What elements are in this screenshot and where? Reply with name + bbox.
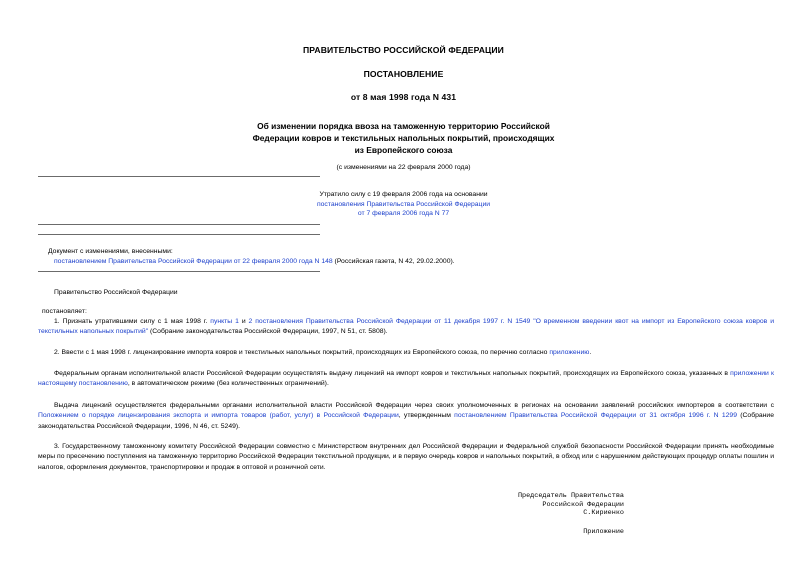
- appendix-label: Приложение: [583, 528, 624, 536]
- signature-name: С.Кириенко: [583, 509, 624, 518]
- link-item-1[interactable]: пункты 1: [210, 318, 239, 325]
- title-line-2: Федерации ковров и текстильных напольных покрытий, происходящих: [252, 133, 555, 143]
- divider: [38, 271, 320, 272]
- paragraph-5: 3. Государственному таможенному комитету Российской Федерации совместно с Министерством внутренних дел Российской Федерации и Федеральной службой безопасности Российской Федерации принять необходимые меры по пресечению поступления на таможенную территорию Российской Федерации текстильной продукции, и в первую очередь ковров и напольных покрытий, в обход или с нарушением действующих процедур оплаты пошлин и налогов, оформления документов, транспортировки и продаж в оптовой и розничной сети.: [38, 443, 774, 471]
- government-heading: ПРАВИТЕЛЬСТВО РОССИЙСКОЙ ФЕДЕРАЦИИ: [303, 45, 504, 55]
- repeal-link-line-1[interactable]: постановления Правительства Российской Федерации: [316, 200, 491, 208]
- title-line-1: Об изменении порядка ввоза на таможенную территорию Российской: [257, 121, 550, 131]
- paragraph-2: 2. Ввести с 1 мая 1998 г. лицензирование импорта ковров и текстильных напольных покрытий, происходящих из Европейского союза, по перечню согласно приложению.: [54, 349, 592, 356]
- changes-tail: (Российская газета, N 42, 29.02.2000).: [332, 258, 455, 265]
- changes-link[interactable]: постановлением Правительства Российской Федерации от 22 февраля 2000 года N 148: [54, 258, 333, 265]
- divider: [38, 224, 320, 225]
- signature-line-1: Председатель Правительства: [517, 492, 624, 500]
- changes-line: [54, 257, 754, 267]
- document-title: [0, 120, 807, 156]
- paragraph-3: Федеральным органам исполнительной власти Российской Федерации осуществлять выдачу лицензий на импорт ковров и текстильных напольных покрытий, происходящих из Европейского союза, указанных в приложении к настоящему постановлению, в автоматическом режиме (без количественных ограничений).: [38, 370, 775, 388]
- signature-block: [518, 492, 624, 518]
- changes-label: Документ с изменениями, внесенными:: [48, 248, 173, 255]
- paragraph-4: Выдача лицензий осуществляется федеральными органами исполнительной власти Российской Федерации через своих уполномоченных в регионах на основании заявлений российских импортеров в соответствии с Положением о порядке лицензирования экспорта и импорта товаров (работ, услуг) в Российской Федерации, утвержденным постановлением Правительства Российской Федерации от 31 октября 1996 г. N 1299 (Собрание законодательства Российской Федерации, 1996, N 46, ст. 5249).: [38, 402, 774, 430]
- link-item-2-decree-1549[interactable]: 2 постановления Правительства Российской Федерации от 11 декабря 1997 г. N 1549 "О временном введении квот на импорт из Европейского союза ковров и текстильных напольных покрытий": [38, 318, 774, 336]
- repeal-link-line-2[interactable]: от 7 февраля 2006 года N 77: [357, 210, 450, 218]
- amendments-note: (с изменениями на 22 февраля 2000 года): [336, 164, 471, 171]
- repeal-note: [0, 190, 807, 219]
- intro-text: Правительство Российской Федерации: [54, 289, 178, 296]
- signature-line-2: Российской Федерации: [542, 500, 624, 509]
- link-licensing-regulation[interactable]: Положением о порядке лицензирования экспорта и импорта товаров (работ, услуг) в Российской Федерации: [38, 412, 399, 420]
- date-number-heading: от 8 мая 1998 года N 431: [350, 92, 457, 102]
- link-appendix-to-resolution[interactable]: приложении к настоящему постановлению: [38, 370, 775, 388]
- link-decree-1299[interactable]: постановлением Правительства Российской Федерации от 31 октября 1996 г. N 1299: [454, 412, 737, 420]
- link-appendix[interactable]: приложению: [549, 349, 590, 356]
- repeal-text: Утратило силу с 19 февраля 2006 года на основании: [319, 191, 488, 198]
- divider: [38, 176, 320, 177]
- decrees-text: постановляет:: [42, 308, 87, 315]
- doc-type-heading: ПОСТАНОВЛЕНИЕ: [363, 69, 444, 79]
- divider: [38, 234, 320, 235]
- title-line-3: из Европейского союза: [354, 145, 453, 155]
- paragraph-1: 1. Признать утратившими силу с 1 мая 1998 г. пункты 1 и 2 постановления Правительства Российской Федерации от 11 декабря 1997 г. N 1549 "О временном введении квот на импорт из Европейского союза ковров и текстильных напольных покрытий" (Собрание законодательства Российской Федерации, 1997, N 51, ст. 5808).: [38, 318, 774, 336]
